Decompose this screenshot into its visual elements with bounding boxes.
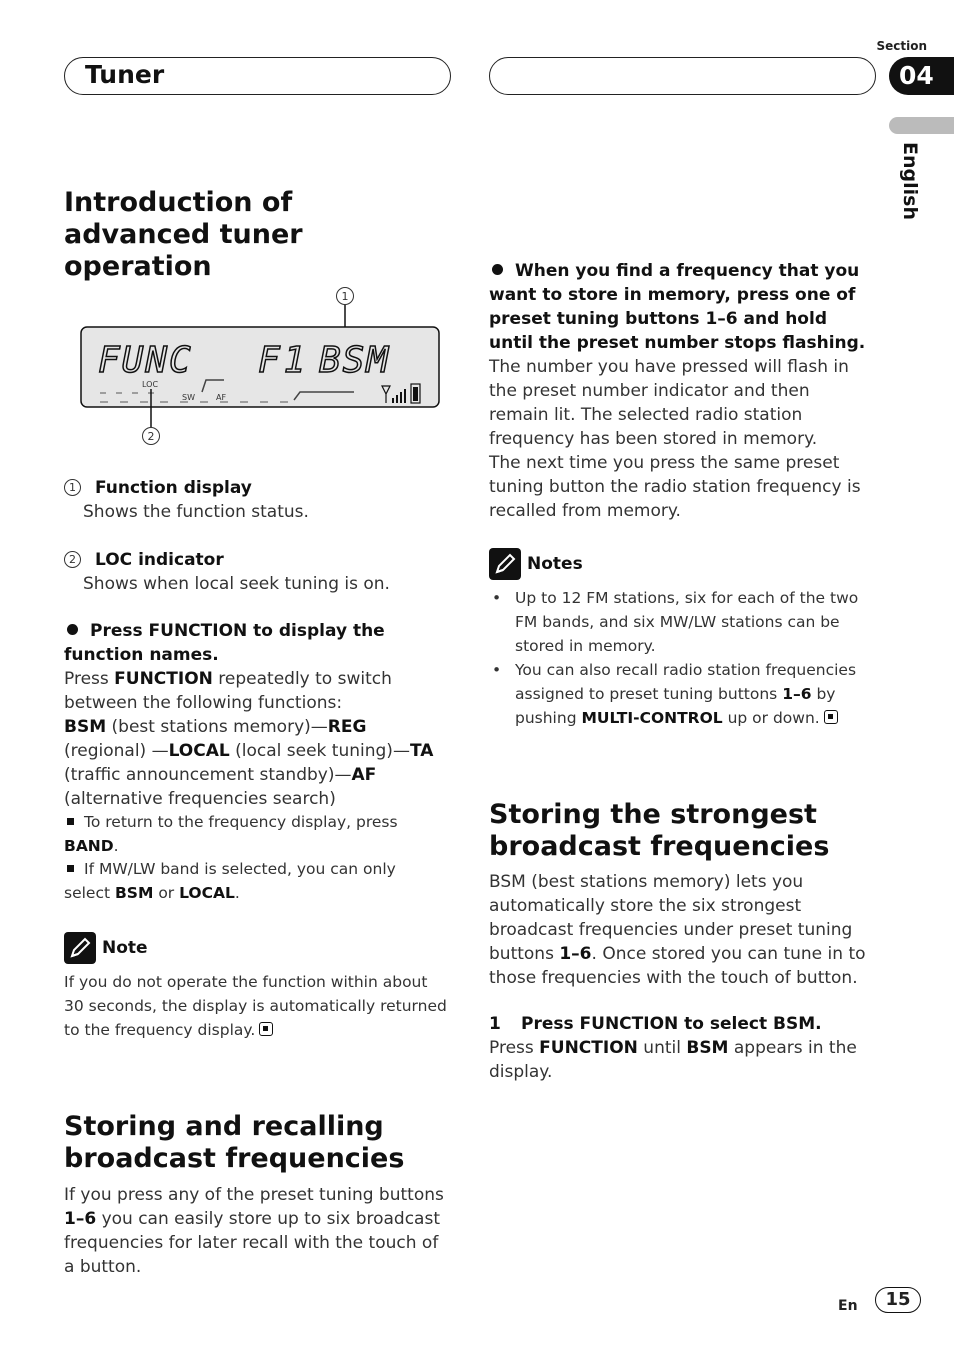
section-title-pill (64, 57, 451, 95)
lcd-af-indicator: AF (216, 393, 227, 402)
language-tab (889, 117, 954, 134)
callout-number: 2 (64, 551, 81, 568)
callout-desc: Shows when local seek tuning is on. (83, 574, 390, 594)
end-mark-icon (259, 1022, 273, 1036)
callout-desc: Shows the function status. (83, 502, 309, 522)
language-label: English (899, 142, 921, 220)
storing-body: If you press any of the preset tuning buttons 1–6 you can easily store up to six broadcast frequencies for later recall with the touch of a button. (64, 1185, 444, 1277)
note-label: Note (102, 938, 148, 958)
storing-notes-header (489, 548, 583, 580)
pencil-icon (489, 548, 521, 580)
intro-note-header (64, 932, 148, 964)
strongest-heading: Storing the strongest broadcast frequencies (489, 799, 830, 862)
lcd-sw-indicator: SW (182, 393, 195, 402)
header-blank-pill (489, 57, 876, 95)
svg-text:1: 1 (341, 290, 349, 303)
callout-loc-indicator (64, 548, 454, 596)
intro-step-heading: Press FUNCTION to display the function names. (64, 621, 385, 665)
storing-step-body: The number you have pressed will flash in the preset number indicator and then remain lit. The selected radio station frequency has been stored in memory. The next time you press the same preset tuning button the radio station frequency is recalled from memory. (489, 357, 861, 521)
intro-tip-mwlw: If MW/LW band is selected, you can only select BSM or LOCAL. (64, 860, 396, 902)
intro-tip-band: To return to the frequency display, press BAND. (64, 813, 398, 855)
notes-label: Notes (527, 554, 583, 574)
page-number: 15 (875, 1287, 921, 1313)
callout-function-display (64, 476, 454, 524)
lcd-function-text: BSM (319, 340, 391, 381)
bullet-dot (492, 264, 503, 275)
lcd-loc-indicator: LOC (142, 380, 159, 389)
strongest-step-body: Press FUNCTION until BSM appears in the display. (489, 1038, 857, 1082)
callout-title: LOC indicator (95, 550, 224, 570)
intro-heading: Introduction of advanced tuner operation (64, 187, 303, 282)
tip-square (67, 818, 74, 825)
intro-step-body: Press FUNCTION repeatedly to switch between the following functions: BSM (best stations memory)—REG (regional) —LOCAL (local seek tuning)—TA (traffic announcement standby)—AF (alternative frequencies search) (64, 669, 434, 809)
section-label: Section (876, 39, 927, 53)
callout-title: Function display (95, 478, 252, 498)
storing-step-heading: When you find a frequency that you want to store in memory, press one of preset tuning buttons 1–6 and hold until the preset number stops flashing. (489, 261, 866, 353)
lcd-main-text: FUNC (98, 340, 193, 381)
svg-text:2: 2 (147, 430, 155, 443)
end-mark-icon (824, 710, 838, 724)
intro-note-text: If you do not operate the function within about 30 seconds, the display is automatically returned to the frequency display. (64, 973, 447, 1039)
list-item: • You can also recall radio station frequencies assigned to preset tuning buttons 1–6 by pushing MULTI-CONTROL up or down. (489, 658, 871, 730)
lcd-band-text: F1 (258, 340, 310, 381)
section-title: Tuner (85, 60, 165, 89)
footer-language-code: En (838, 1298, 858, 1314)
strongest-step-heading: 1 Press FUNCTION to select BSM. (489, 1014, 822, 1034)
list-item: • Up to 12 FM stations, six for each of the two FM bands, and six MW/LW stations can be stored in memory. (489, 586, 871, 658)
storing-notes-list (489, 586, 871, 730)
bullet-dot (67, 624, 78, 635)
pencil-icon (64, 932, 96, 964)
tip-square (67, 865, 74, 872)
section-number: 04 (889, 57, 954, 95)
lcd-display-illustration (64, 280, 454, 450)
storing-heading: Storing and recalling broadcast frequencies (64, 1111, 405, 1174)
strongest-body: BSM (best stations memory) lets you automatically store the six strongest broadcast frequencies under preset tuning buttons 1–6. Once stored you can tune in to those frequencies with the touch of button. (489, 872, 866, 988)
lcd-display-svg (64, 280, 454, 450)
callout-number: 1 (64, 479, 81, 496)
